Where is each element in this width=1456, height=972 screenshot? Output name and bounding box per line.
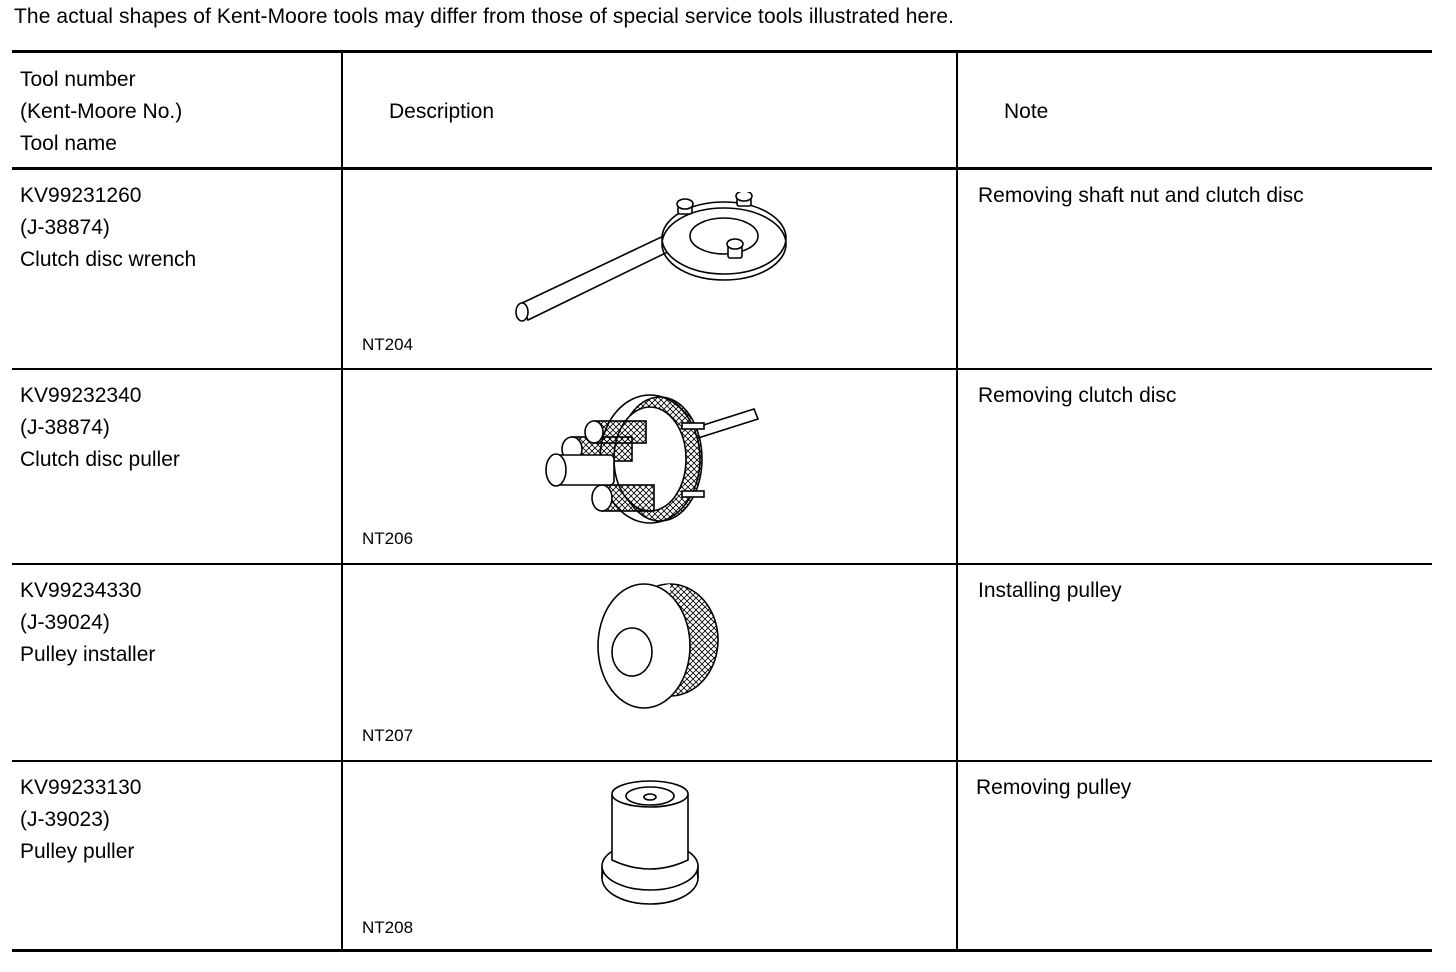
pulley-puller-illustration [596,780,706,910]
tool-name: Clutch disc wrench [20,248,197,271]
header-description: Description [389,100,495,123]
row-divider [12,760,1432,762]
tool-number: KV99233130 [20,776,142,799]
row-divider [12,368,1432,370]
header-tool-number: Tool number [20,68,136,91]
tool-name: Pulley puller [20,840,135,863]
kent-moore-number: (J-38874) [20,416,110,439]
illustration-code: NT207 [362,726,414,745]
header-bottom-rule [12,167,1432,170]
tool-name: Clutch disc puller [20,448,180,471]
header-tool-name: Tool name [20,132,117,155]
table-row-tool-cell [20,772,141,868]
note-text: Installing pulley [978,579,1122,602]
header-tool-column [20,64,182,160]
clutch-disc-puller-illustration [532,385,772,525]
kent-moore-number: (J-39023) [20,808,110,831]
tool-number: KV99232340 [20,384,142,407]
illustration-code: NT204 [362,335,414,354]
note-text: Removing pulley [976,776,1132,799]
illustration-code: NT208 [362,918,414,937]
pulley-installer-illustration [582,580,732,720]
column-divider [956,50,958,952]
row-divider [12,563,1432,565]
illustration-code: NT206 [362,529,414,548]
table-top-rule [12,50,1432,53]
table-row-tool-cell [20,380,180,476]
note-text: Removing shaft nut and clutch disc [978,184,1304,207]
table-bottom-rule [12,949,1432,952]
clutch-disc-wrench-illustration [502,192,802,332]
table-row-tool-cell [20,575,155,671]
tool-number: KV99234330 [20,579,142,602]
note-text: Removing clutch disc [978,384,1177,407]
header-note: Note [1004,100,1049,123]
table-row-tool-cell [20,180,196,276]
tool-number: KV99231260 [20,184,142,207]
header-kent-moore-no: (Kent-Moore No.) [20,100,183,123]
special-service-tools-table [12,50,1432,952]
kent-moore-number: (J-39024) [20,611,110,634]
kent-moore-number: (J-38874) [20,216,110,239]
intro-note: The actual shapes of Kent-Moore tools may differ from those of special service tools illustrated here. [14,5,955,28]
column-divider [341,50,343,952]
tool-name: Pulley installer [20,643,156,666]
